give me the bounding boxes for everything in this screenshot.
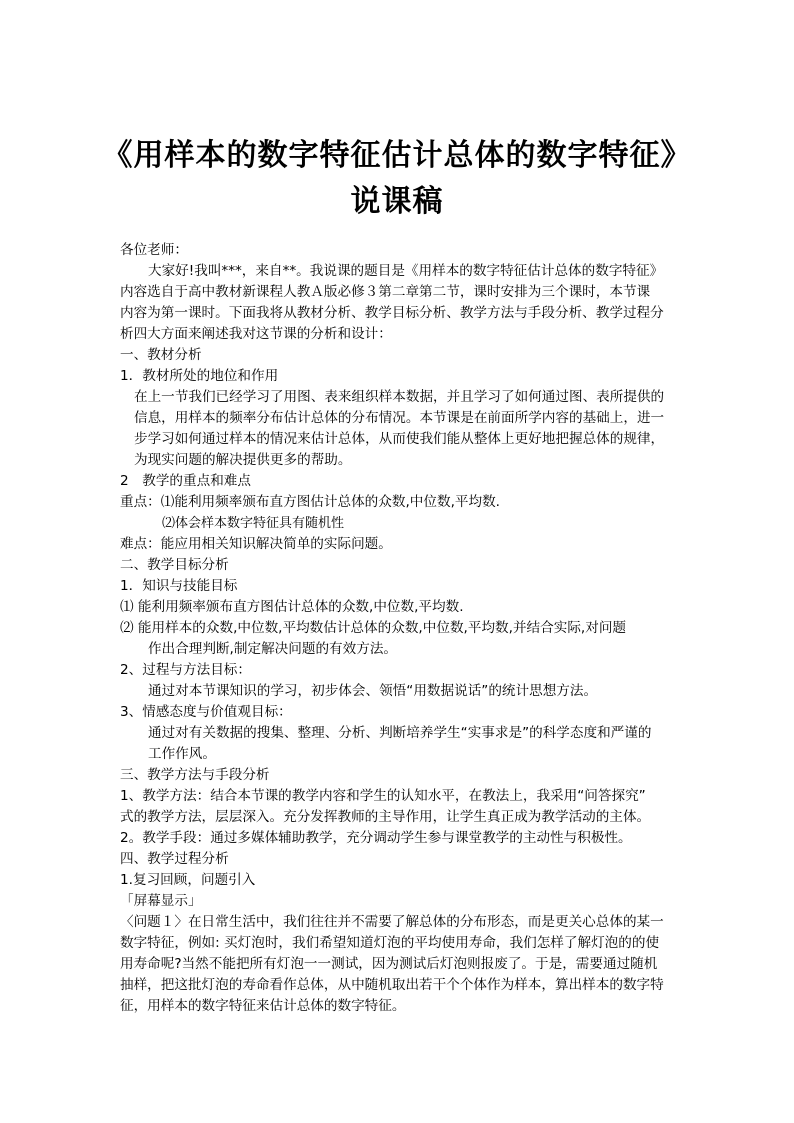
- paragraph-line: 1、教学方法：结合本节课的教学内容和学生的认知水平，在教法上，我采用“问答探究”: [120, 788, 646, 804]
- section-heading: 四、教学过程分析: [120, 851, 229, 867]
- key-point-line: ⑵体会样本数字特征具有随机性: [162, 516, 345, 531]
- paragraph-line: 式的教学方法，层层深入。充分发挥教师的主导作用，让学生真正成为教学活动的主体。: [120, 809, 651, 825]
- problem-line: 数字特征，例如: 买灯泡时，我们希望知道灯泡的平均使用寿命，我们怎样了解灯泡的的使: [120, 935, 660, 951]
- subsection-heading: 1.复习回顾，问题引入: [120, 872, 256, 888]
- problem-line: 〈问题１〉在日常生活中，我们往往并不需要了解总体的分布形态，而是更关心总体的某一: [120, 914, 664, 930]
- paragraph-line: 通过对本节课知识的学习，初步体会、领悟“用数据说话”的统计思想方法。: [148, 683, 598, 699]
- title-line-2: 说课稿: [350, 184, 444, 219]
- subsection-heading: 1．知识与技能目标: [120, 578, 238, 594]
- section-heading: 三、教学方法与手段分析: [120, 767, 270, 783]
- section-heading: 二、教学目标分析: [120, 557, 229, 573]
- paragraph-line: 为现实问题的解决提供更多的帮助。: [134, 452, 352, 468]
- subsection-heading: 3、情感态度与价值观目标：: [120, 704, 292, 720]
- intro-line: 大家好!我叫***，来自**。我说课的题目是《用样本的数字特征估计总体的数字特征》: [148, 263, 664, 279]
- intro-line: 内容为第一课时。下面我将从教材分析、教学目标分析、教学方法与手段分析、教学过程分: [120, 305, 664, 321]
- salutation: 各位老师：: [120, 242, 188, 258]
- paragraph-line: 在上一节我们已经学习了用图、表来组织样本数据，并且学习了如何通过图、表所提供的: [134, 389, 665, 405]
- subsection-heading: 2 教学的重点和难点: [120, 473, 251, 489]
- problem-line: 用寿命呢?当然不能把所有灯泡一一测试，因为测试后灯泡则报废了。于是，需要通过随机: [120, 956, 658, 972]
- problem-line: 抽样，把这批灯泡的寿命看作总体，从中随机取出若干个个体作为样本，算出样本的数字特: [120, 977, 664, 993]
- document-body: [120, 240, 680, 1017]
- list-item: ⑵ 能用样本的众数,中位数,平均数估计总体的众数,中位数,平均数,并结合实际,对问题: [120, 620, 627, 636]
- subsection-heading: 1．教材所处的地位和作用: [120, 368, 279, 384]
- section-heading: 一、教材分析: [120, 347, 202, 363]
- screen-display-label: 「屏幕显示」: [120, 893, 202, 909]
- difficulty-line: 难点：能应用相关知识解决简单的实际问题。: [120, 536, 392, 552]
- problem-line: 征，用样本的数字特征来估计总体的数字特征。: [120, 998, 406, 1014]
- intro-line: 析四大方面来阐述我对这节课的分析和设计：: [120, 326, 392, 342]
- list-item: ⑴ 能利用频率颁布直方图估计总体的众数,中位数,平均数.: [120, 599, 464, 615]
- paragraph-line: 信息，用样本的频率分布估计总体的分布情况。本节课是在前面所学内容的基础上，进一: [134, 410, 665, 426]
- paragraph-line: 工作作风。: [148, 746, 216, 762]
- paragraph-line: 2。教学手段：通过多媒体辅助教学，充分调动学生参与课堂教学的主动性与积极性。: [120, 830, 632, 846]
- list-item-continuation: 作出合理判断,制定解决问题的有效方法。: [148, 641, 398, 657]
- key-point-line: 重点：⑴能利用频率颁布直方图估计总体的众数,中位数,平均数.: [120, 494, 500, 510]
- title-line-1: 《用样本的数字特征估计总体的数字特征》: [102, 138, 692, 173]
- paragraph-line: 通过对有关数据的搜集、整理、分析、判断培养学生“实事求是”的科学态度和严谨的: [148, 725, 652, 741]
- subsection-heading: 2、过程与方法目标：: [120, 662, 251, 678]
- paragraph-line: 步学习如何通过样本的情况来估计总体，从而使我们能从整体上更好地把握总体的规律，: [134, 431, 665, 447]
- intro-line: 内容选自于高中教材新课程人教Ａ版必修３第二章第二节，课时安排为三个课时，本节课: [120, 284, 651, 300]
